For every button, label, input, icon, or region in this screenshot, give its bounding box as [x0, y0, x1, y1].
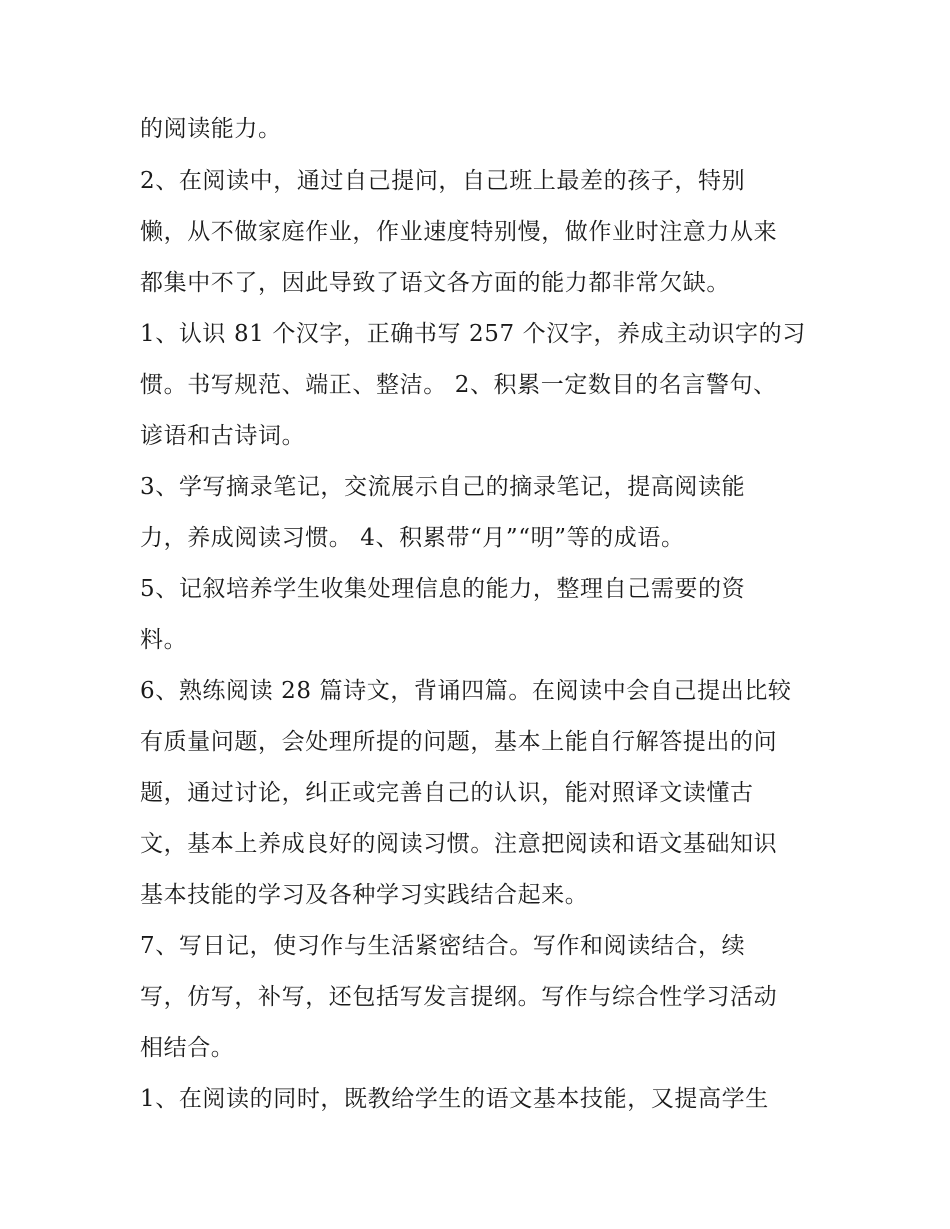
- text-line: 相结合。: [140, 1035, 235, 1061]
- text-line: 力，养成阅读习惯。 4、积累带“月”“明”等的成语。: [140, 525, 685, 551]
- text-line: 文，基本上养成良好的阅读习惯。注意把阅读和语文基础知识: [140, 831, 778, 857]
- text-line: 有质量问题，会处理所提的问题，基本上能自行解答提出的问: [140, 729, 778, 755]
- text-line: 1、认识 81 个汉字，正确书写 257 个汉字，养成主动识字的习: [140, 321, 806, 347]
- text-line: 7、写日记，使习作与生活紧密结合。写作和阅读结合，续: [140, 933, 746, 959]
- text-line: 的阅读能力。: [140, 116, 282, 142]
- text-line: 惯。书写规范、端正、整洁。 2、积累一定数目的名言警句、: [140, 372, 777, 398]
- text-line: 6、熟练阅读 28 篇诗文，背诵四篇。在阅读中会自己提出比较: [140, 678, 792, 704]
- text-line: 5、记叙培养学生收集处理信息的能力，整理自己需要的资: [140, 576, 746, 602]
- text-line: 3、学写摘录笔记，交流展示自己的摘录笔记，提高阅读能: [140, 474, 746, 500]
- text-line: 都集中不了，因此导致了语文各方面的能力都非常欠缺。: [140, 270, 730, 296]
- text-line: 题，通过讨论，纠正或完善自己的认识，能对照译文读懂古: [140, 780, 754, 806]
- text-line: 谚语和古诗词。: [140, 423, 306, 449]
- text-line: 料。: [140, 627, 188, 653]
- text-line: 懒，从不做家庭作业，作业速度特别慢，做作业时注意力从来: [140, 219, 778, 245]
- text-line: 写，仿写，补写，还包括写发言提纲。写作与综合性学习活动: [140, 984, 778, 1010]
- text-line: 基本技能的学习及各种学习实践结合起来。: [140, 882, 589, 908]
- text-line: 2、在阅读中，通过自己提问，自己班上最差的孩子，特别: [140, 168, 746, 194]
- text-line: 1、在阅读的同时，既教给学生的语文基本技能，又提高学生: [140, 1086, 769, 1112]
